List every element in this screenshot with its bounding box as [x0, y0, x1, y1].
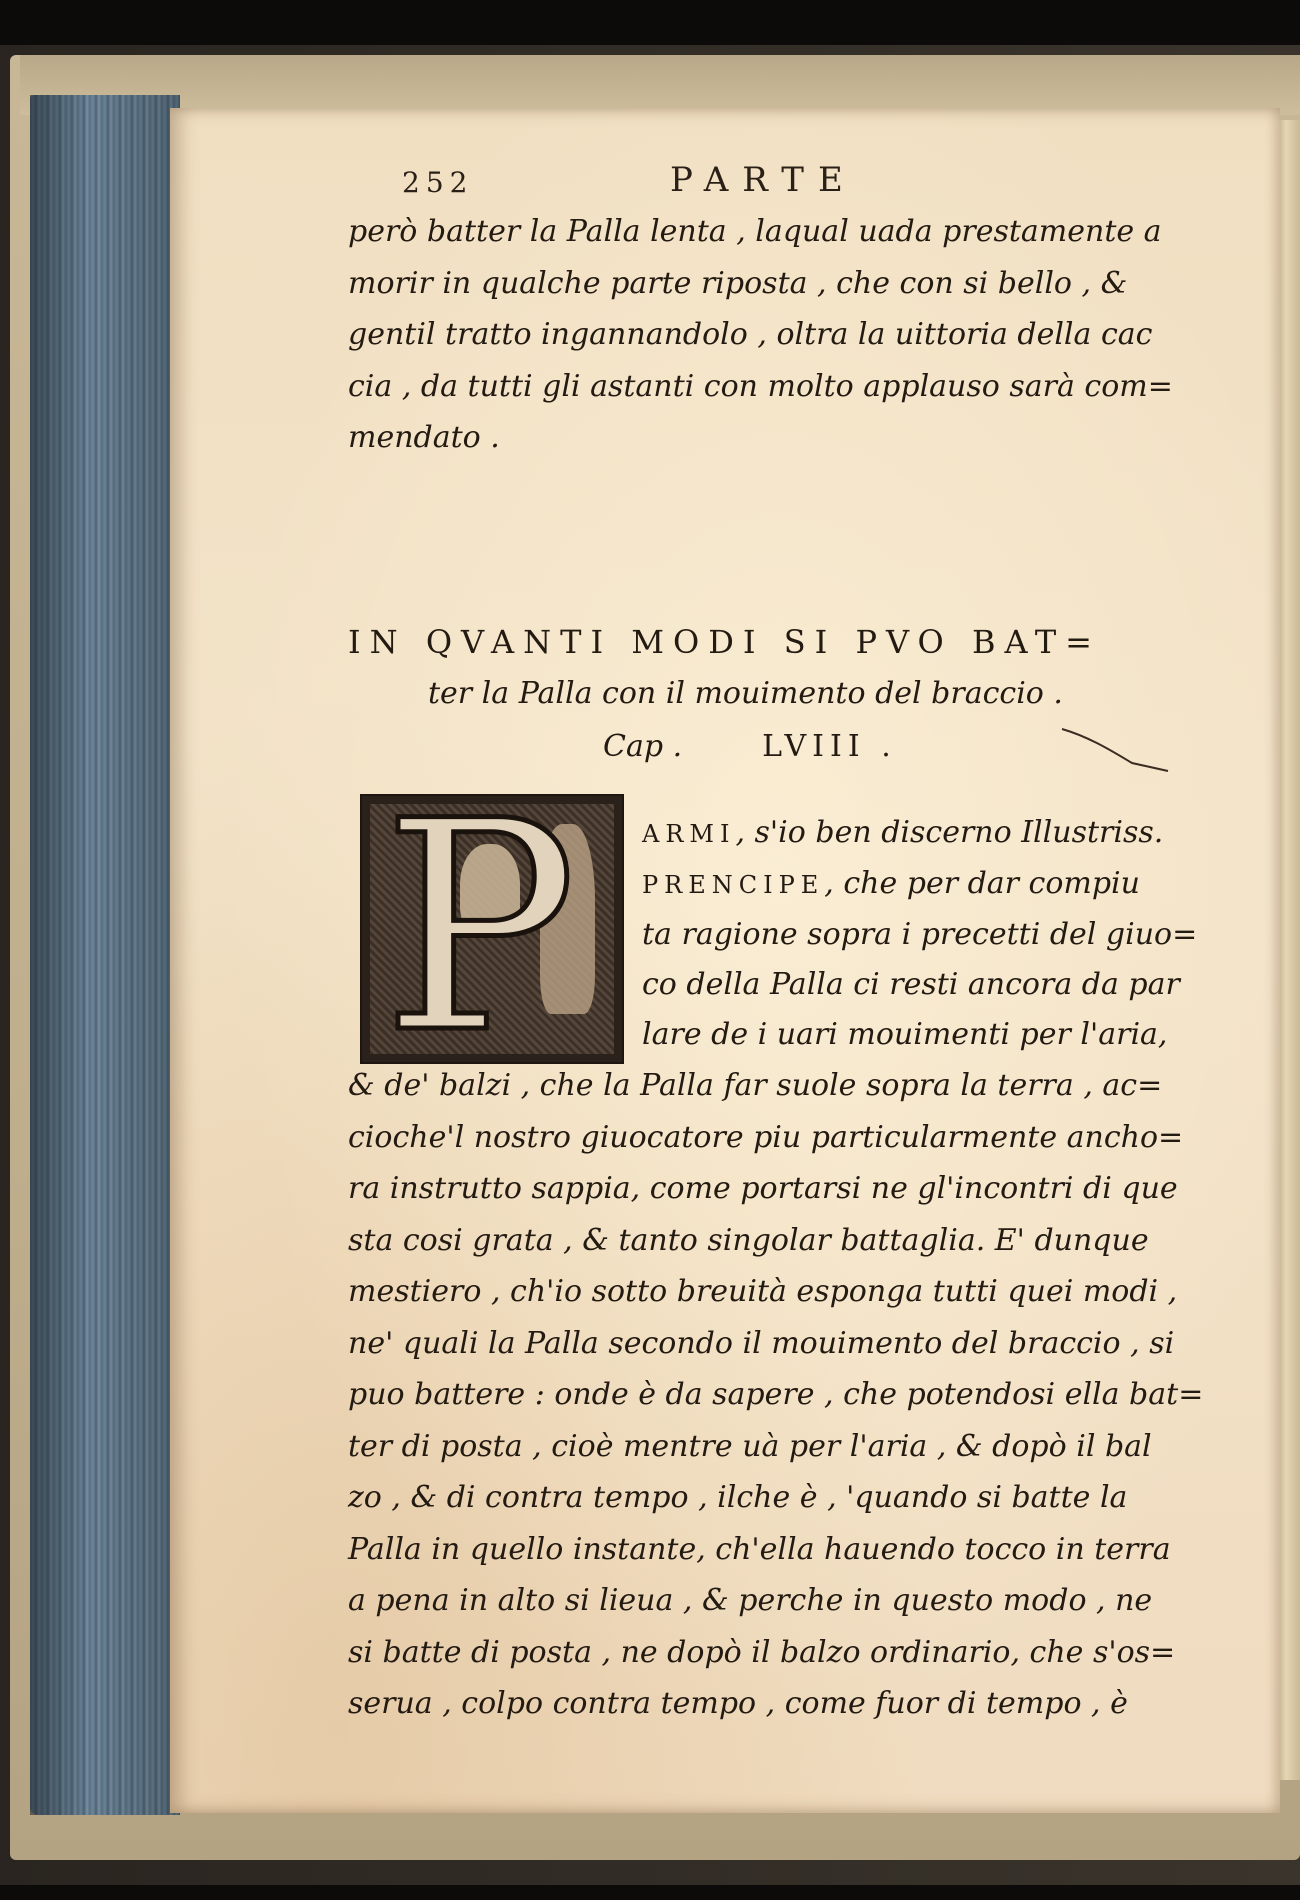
text-line: ARMI, s'io ben discerno Illustriss. — [642, 815, 1164, 850]
top-paragraph — [348, 206, 1188, 464]
text-line: però batter la Palla lenta , laqual uada prestamente a — [348, 214, 1162, 249]
running-head: PARTE — [670, 160, 857, 200]
book-page — [170, 108, 1280, 1813]
text-line: serua , colpo contra tempo , come fuor di tempo , è — [348, 1686, 1128, 1721]
text-line: ra instrutto sappia, come portarsi ne gl'incontri di que — [348, 1171, 1178, 1206]
text-line: ne' quali la Palla secondo il mouimento del braccio , si — [348, 1325, 1175, 1361]
text-line: ter di posta , cioè mentre uà per l'aria , & dopò il bal — [348, 1428, 1152, 1464]
text-line: lare de i uari mouimenti per l'aria, — [642, 1017, 1168, 1052]
cap-number: LVIII . — [762, 729, 897, 764]
smallcaps-word: PRENCIPE — [642, 871, 825, 899]
pen-mark — [1060, 723, 1170, 773]
text-line: PRENCIPE, che per dar compiu — [642, 866, 1140, 901]
text-line: mendato . — [348, 420, 500, 455]
chapter-title-caps: IN QVANTI MODI SI PVO BAT= — [348, 623, 1101, 661]
text-line: a pena in alto si lieua , & perche in questo modo , ne — [348, 1583, 1153, 1618]
text-line: gentil tratto ingannandolo , oltra la uittoria della cac — [348, 317, 1153, 352]
chapter-title-italic: ter la Palla con il mouimento del braccio . — [428, 676, 1063, 711]
page-header — [170, 156, 1280, 206]
page-number: 252 — [402, 166, 474, 199]
text-line: Palla in quello instante, ch'ella hauendo tocco in terra — [348, 1531, 1171, 1567]
text-line: & de' balzi , che la Palla far suole sopra la terra , ac= — [348, 1068, 1163, 1103]
text-line: puo battere : onde è da sapere , che potendosi ella bat= — [348, 1377, 1204, 1412]
text-line: si batte di posta , ne dopò il balzo ordinario, che s'os= — [348, 1634, 1176, 1670]
text-line: morir in qualche parte riposta , che con si bello , & — [348, 265, 1128, 301]
body-paragraph — [348, 1060, 1204, 1730]
smallcaps-word: ARMI — [642, 820, 736, 848]
text-line: ta ragione sopra i precetti del giuo= — [642, 917, 1198, 952]
text-line: mestiero , ch'io sotto breuità esponga tutti quei modi , — [348, 1274, 1178, 1309]
text-line: co della Palla ci resti ancora da par — [642, 967, 1180, 1002]
text-line: sta cosi grata , & tanto singolar battaglia. E' dunque — [348, 1222, 1149, 1258]
text-line: cia , da tutti gli astanti con molto applauso sarà com= — [348, 368, 1173, 404]
text-line: zo , & di contra tempo , ilche è , 'quando si batte la — [348, 1480, 1128, 1515]
initial-letter: P — [382, 760, 578, 1097]
book-board-top — [20, 55, 1300, 115]
text-line: cioche'l nostro giuocatore piu particularmente ancho= — [348, 1119, 1184, 1155]
cap-label: Cap . — [603, 729, 683, 764]
woodcut-initial — [362, 760, 622, 1097]
drop-cap-paragraph — [642, 808, 1202, 1060]
